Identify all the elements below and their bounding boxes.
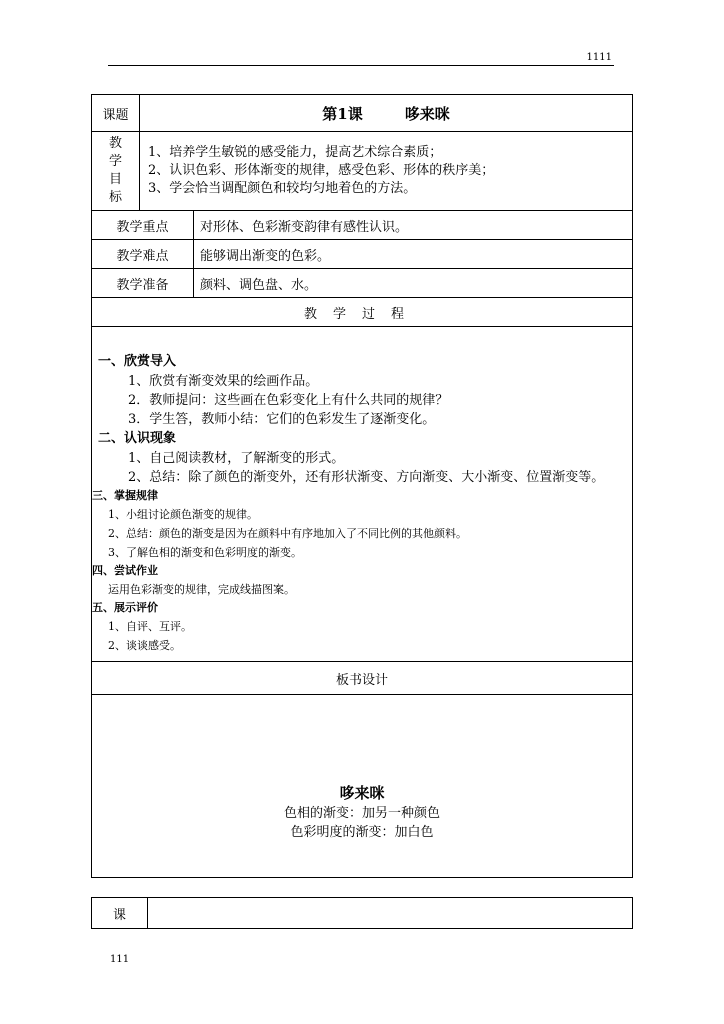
goal-item: 1、培养学生敏锐的感受能力，提高艺术综合素质； (148, 145, 443, 160)
goals-list (140, 132, 633, 211)
section-line: 1、自己阅读教材，了解渐变的形式。 (128, 450, 345, 466)
board-line: 色彩明度的渐变：加白色 (290, 825, 434, 840)
goal-item: 2、认识色彩、形体渐变的规律，感受色彩、形体的秩序美； (148, 163, 495, 178)
difficulties-row (92, 240, 633, 269)
section-line: 2、总结：颜色的渐变是因为在颜料中有序地加入了不同比例的其他颜料。 (108, 526, 467, 540)
footer-page-number: 111 (110, 954, 130, 965)
goals-row (92, 132, 633, 211)
section-line: 2、总结：除了颜色的渐变外，还有形状渐变、方向渐变、大小渐变、位置渐变等。 (128, 469, 605, 485)
board-row (92, 695, 633, 878)
section-line: 3．学生答，教师小结：它们的色彩发生了逐渐变化。 (128, 411, 436, 427)
preparation-label: 教学准备 (92, 269, 194, 298)
preparation-value: 颜料、调色盘、水。 (194, 269, 633, 298)
board-title: 哆来咪 (339, 784, 385, 802)
next-lesson-label: 课 (92, 898, 148, 929)
preparation-row (92, 269, 633, 298)
section-line: 1、自评、互评。 (108, 619, 192, 633)
difficulties-value: 能够调出渐变的色彩。 (194, 240, 633, 269)
section-heading: 五、展示评价 (92, 600, 158, 614)
process-title: 教学过程 (92, 298, 633, 327)
board-line: 色相的渐变：加另一种颜色 (283, 806, 440, 821)
key-points-label: 教学重点 (92, 211, 194, 240)
process-title-row (92, 298, 633, 327)
lesson-name: 哆来咪 (404, 104, 450, 123)
process-content (92, 334, 632, 655)
header-rule (108, 65, 614, 66)
section-line: 1、小组讨论颜色渐变的规律。 (108, 507, 258, 521)
difficulties-label: 教学难点 (92, 240, 194, 269)
lesson-title (140, 95, 633, 132)
next-lesson-table (91, 897, 633, 929)
lesson-number: 第1课 (322, 104, 363, 123)
title-label: 课题 (92, 95, 140, 132)
header-page-number: 1111 (586, 52, 612, 63)
title-row (92, 95, 633, 132)
process-row (92, 327, 633, 662)
section-line: 3、了解色相的渐变和色彩明度的渐变。 (108, 545, 302, 559)
goal-item: 3、学会恰当调配颜色和较均匀地着色的方法。 (148, 181, 417, 196)
next-lesson-row (92, 898, 633, 929)
section-line: 2．教师提问：这些画在色彩变化上有什么共同的规律？ (128, 392, 449, 408)
goals-label: 教 学 目 标 (92, 132, 140, 211)
board-cell (92, 695, 633, 878)
key-points-value: 对形体、色彩渐变韵律有感性认识。 (194, 211, 633, 240)
process-cell (92, 327, 633, 662)
section-line: 1、欣赏有渐变效果的绘画作品。 (128, 373, 319, 389)
board-label: 板书设计 (92, 662, 633, 695)
section-heading: 四、尝试作业 (92, 563, 158, 577)
board-title-row (92, 662, 633, 695)
section-heading: 一、欣赏导入 (98, 353, 177, 369)
next-lesson-value (148, 898, 633, 929)
section-line: 运用色彩渐变的规律，完成线描图案。 (108, 582, 295, 596)
section-heading: 二、认识现象 (98, 430, 177, 446)
section-heading: 三、掌握规律 (92, 488, 158, 502)
lesson-plan-table (91, 94, 633, 878)
key-points-row (92, 211, 633, 240)
section-line: 2、谈谈感受。 (108, 638, 181, 652)
